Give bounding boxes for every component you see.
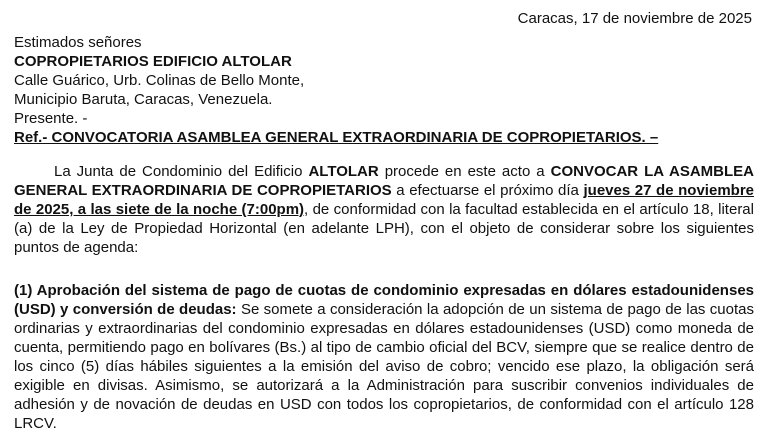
p1-text-e: a efectuarse el próximo día <box>391 182 584 199</box>
agenda-item-1-title: (1) Aprobación del sistema de pago de cuotas de condominio expresadas en dólares estadounidenses (USD) y conversión de deudas: <box>14 282 754 318</box>
presente: Presente. - <box>14 110 88 127</box>
agenda-item-1-text: Se somete a consideración la adopción de un sistema de pago de las cuotas ordinarias y extraordinarias del condominio expresadas en dólares estadounidenses (USD) como moneda de cuenta, permitiendo pago en bolívares (Bs.) al tipo de cambio oficial del BCV, siempre que se realice dentro de los cinco (5) días hábiles siguientes a la emisión del aviso de cobro; vencido ese plazo, la obligación será exigible en divisas. Asimismo, se autorizará a la Administración para suscribir convenios individuales de adhesión y de novación de deudas en USD con todos los copropietarios, de conformidad con el artículo 128 LRCV. <box>14 301 755 432</box>
paragraph-convocation <box>14 162 754 257</box>
p1-text-a: La Junta de Condominio del Edificio <box>54 163 309 180</box>
address-block <box>14 33 658 147</box>
convocation-title: CONVOCAR LA ASAMBLEA GENERAL EXTRAORDINARIA DE COPROPIETARIOS <box>14 163 754 199</box>
reference-line: Ref.- CONVOCATORIA ASAMBLEA GENERAL EXTRAORDINARIA DE COPROPIETARIOS. – <box>14 129 659 146</box>
address-line-1: Calle Guárico, Urb. Colinas de Bello Monte, <box>14 72 305 89</box>
building-name: ALTOLAR <box>308 163 379 180</box>
salutation: Estimados señores <box>14 34 142 51</box>
p1-text-g: , de conformidad con la facultad establecida en el artículo 18, literal (a) de la Ley de Propiedad Horizontal (en adelante LPH), con el objeto de considerar sobre los siguientes puntos de agenda: <box>14 201 754 256</box>
place-date: Caracas, 17 de noviembre de 2025 <box>517 10 752 27</box>
agenda-item-1 <box>14 281 754 433</box>
address-line-2: Municipio Baruta, Caracas, Venezuela. <box>14 91 273 108</box>
p1-text-c: procede en este acto a <box>378 163 551 180</box>
meeting-date-time: jueves 27 de noviembre de 2025, a las siete de la noche (7:00pm) <box>14 182 754 218</box>
recipient: COPROPIETARIOS EDIFICIO ALTOLAR <box>14 53 292 70</box>
